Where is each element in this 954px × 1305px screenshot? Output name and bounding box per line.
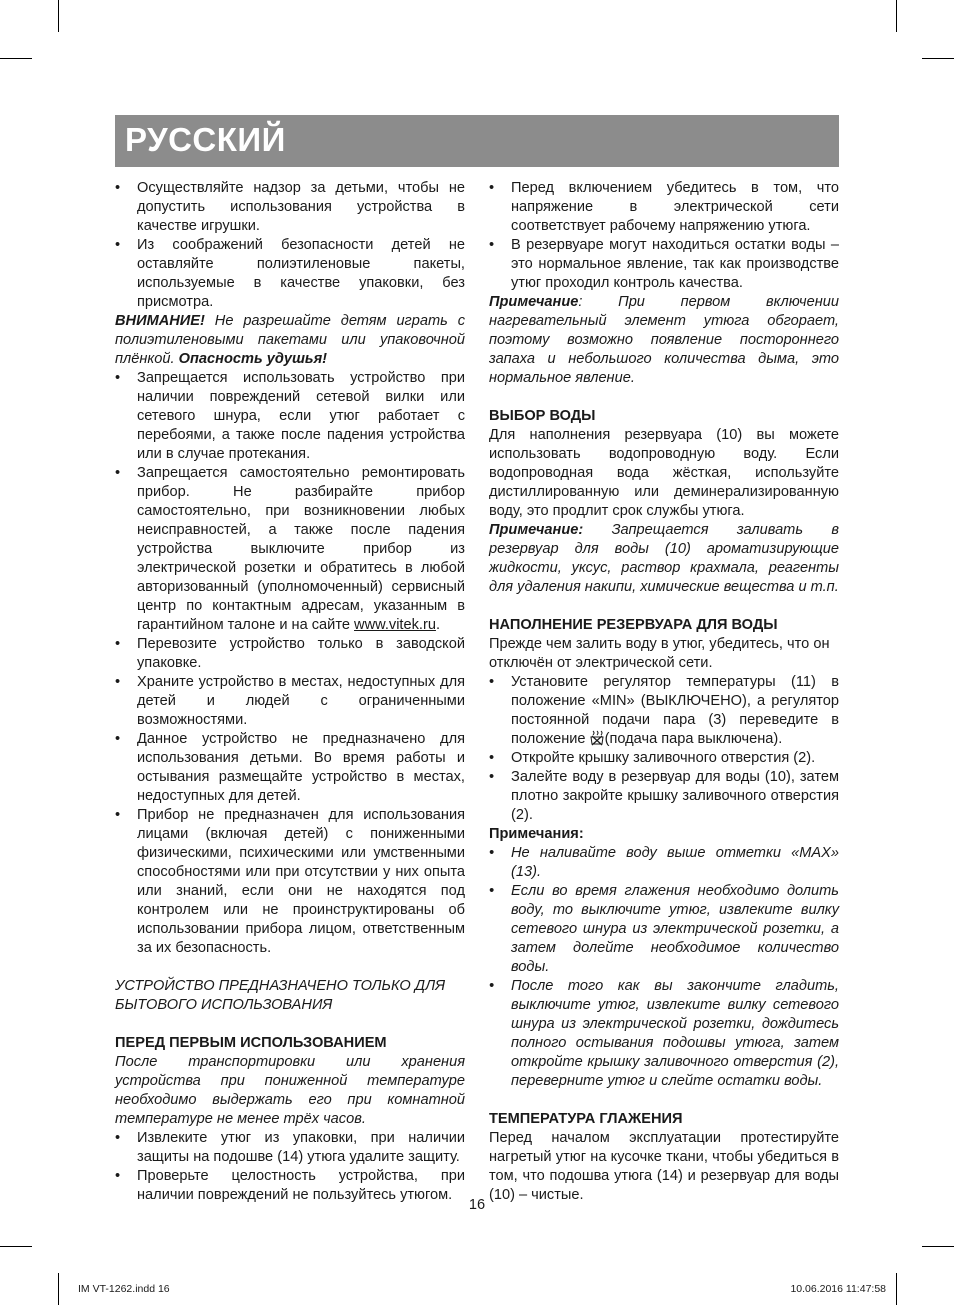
section-title-fill: НАПОЛНЕНИЕ РЕЗЕРВУАРА ДЛЯ ВОДЫ — [489, 617, 778, 633]
section-title-water: ВЫБОР ВОДЫ — [489, 408, 596, 424]
footer-timestamp: 10.06.2016 11:47:58 — [790, 1283, 886, 1295]
list-item: • После того как вы закончите гладить, выключите утюг, извлеките вилку сетевого шнура из электрической розетки, дождитесь полного остывания подошвы утюга, затем откройте крышку заливочного отверстия (2), переверните утюг и слейте остатки воды. — [489, 977, 839, 1091]
note-text: : При первом включении нагревательный элемент утюга обгорает, поэтому возможно появление постороннего запаха и небольшого количества дыма, это нормальное явление. — [489, 294, 839, 386]
first-use-text: После транспортировки или хранения устройства при пониженной температуре необходимо выдержать его при комнатной температуре не менее трёх часов. — [115, 1054, 465, 1127]
list-item: • Данное устройство не предназначено для использования детьми. Во время работы и остывания размещайте устройство в местах, недоступных для детей. — [115, 730, 465, 806]
left-column — [115, 179, 465, 1205]
crop-mark — [896, 1273, 897, 1305]
crop-mark — [922, 58, 954, 59]
water-text: Для наполнения резервуара (10) вы можете использовать водопроводную воду. Если водопроводная вода жёсткая, используйте дистиллированную или деминерализированную воду, это продлит срок службы утюга. — [489, 427, 839, 519]
bullet-list — [115, 179, 465, 312]
note-label: Примечание: — [489, 522, 584, 538]
list-item: • Перевозите устройство только в заводской упаковке. — [115, 635, 465, 673]
vitek-link[interactable]: www.vitek.ru — [354, 617, 436, 633]
list-item: • Извлеките утюг из упаковки, при наличии защиты на подошве (14) утюга удалите защиту. — [115, 1129, 465, 1167]
crop-mark — [58, 1273, 59, 1305]
list-item: • Не наливайте воду выше отметки «MAX» (13). — [489, 844, 839, 882]
note-text: Запрещается заливать в резервуар для воды (10) ароматизирующие жидкости, уксус, раствор крахмала, реагенты для удаления накипи, химические вещества и т.п. — [489, 522, 839, 595]
note-paragraph — [489, 293, 839, 388]
list-item: • Из соображений безопасности детей не оставляйте полиэтиленовые пакеты, используемые в качестве упаковки, без присмотра. — [115, 236, 465, 312]
bullet-list — [115, 1129, 465, 1205]
list-item: • Храните устройство в местах, недоступных для детей и людей с ограниченными возможностями. — [115, 673, 465, 730]
list-item — [489, 673, 839, 749]
repair-text: Запрещается самостоятельно ремонтировать прибор. Не разбирайте прибор самостоятельно, при возникновении любых неисправностей, а также после падения устройства выключите прибор из электрической розетки и обратитесь в любой авторизованный (уполномоченный) сервисный центр по контактным адресам, указанным в гарантийном талоне и на сайте — [137, 465, 465, 633]
warning-label: ВНИМАНИЕ! — [115, 313, 205, 329]
list-item: • Проверьте целостность устройства, при наличии повреждений не пользуйтесь утюгом. — [115, 1167, 465, 1205]
notes-title: Примечания: — [489, 826, 584, 842]
fill-step-text-end: (подача пара выключена). — [604, 731, 783, 747]
list-item: • Откройте крышку заливочного отверстия (2). — [489, 749, 839, 768]
page-number: 16 — [468, 1197, 486, 1213]
list-item: • Прибор не предназначен для использования лицами (включая детей) с пониженными физическими, психическими или умственными способностями или при отсутствии у них опыта или знаний, если они не находятся под контролем или не проинструктированы об использовании прибора лицом, ответственным за их безопасность. — [115, 806, 465, 958]
steam-off-icon — [590, 730, 604, 746]
list-item — [115, 464, 465, 635]
list-item: • Если во время глажения необходимо долить воду, то выключите утюг, извлеките вилку сетевого шнура из электрической розетки, а затем долейте необходимое количество воды. — [489, 882, 839, 977]
list-item: • В резервуаре могут находиться остатки воды – это нормальное явление, так как производстве утюг проходил контроль качества. — [489, 236, 839, 293]
list-item: • Запрещается использовать устройство при наличии повреждений сетевой вилки или сетевого шнура, если утюг работает с перебоями, а также после падения устройства или в случае протекания. — [115, 369, 465, 464]
bullet-list — [489, 673, 839, 825]
temperature-text: Перед началом эксплуатации протестируйте нагретый утюг на кусочке ткани, чтобы убедиться в том, что подошва утюга (14) и резервуар для воды (10) – чистые. — [489, 1130, 839, 1203]
crop-mark — [0, 58, 32, 59]
bullet-list — [115, 369, 465, 958]
note-label: Примечание — [489, 294, 579, 310]
list-item: • Перед включением убедитесь в том, что напряжение в электрической сети соответствует рабочему напряжению утюга. — [489, 179, 839, 236]
warning-text: Не разрешайте детям играть с полиэтиленовыми пакетами или упаковочной плёнкой. — [115, 313, 465, 367]
warning-danger: Опасность удушья! — [178, 351, 328, 367]
household-note: УСТРОЙСТВО ПРЕДНАЗНАЧЕНО ТОЛЬКО ДЛЯ БЫТОВОГО ИСПОЛЬЗОВАНИЯ — [115, 978, 446, 1013]
footer-file: IM VT-1262.indd 16 — [78, 1283, 170, 1295]
crop-mark — [896, 0, 897, 32]
fill-text: Прежде чем залить воду в утюг, убедитесь, что он отключён от электрической сети. — [489, 636, 830, 671]
bullet-list — [489, 179, 839, 293]
crop-mark — [922, 1246, 954, 1247]
list-item: • Осуществляйте надзор за детьми, чтобы не допустить использования устройства в качестве игрушки. — [115, 179, 465, 236]
repair-text-end: . — [435, 617, 440, 633]
language-header — [115, 115, 839, 167]
fill-step-text: Установите регулятор температуры (11) в положение «MIN» (ВЫКЛЮЧЕНО), а регулятор постоянной подачи пара (3) переведите в положение — [511, 674, 839, 747]
page-title: РУССКИЙ — [125, 121, 286, 158]
note-paragraph — [489, 521, 839, 597]
notes-list — [489, 844, 839, 1091]
section-title-first-use: ПЕРЕД ПЕРВЫМ ИСПОЛЬЗОВАНИЕМ — [115, 1035, 387, 1051]
crop-mark — [58, 0, 59, 32]
crop-mark — [0, 1246, 32, 1247]
warning-paragraph — [115, 312, 465, 369]
section-title-temperature: ТЕМПЕРАТУРА ГЛАЖЕНИЯ — [489, 1111, 683, 1127]
right-column — [489, 179, 839, 1205]
list-item: • Залейте воду в резервуар для воды (10), затем плотно закройте крышку заливочного отверстия (2). — [489, 768, 839, 825]
